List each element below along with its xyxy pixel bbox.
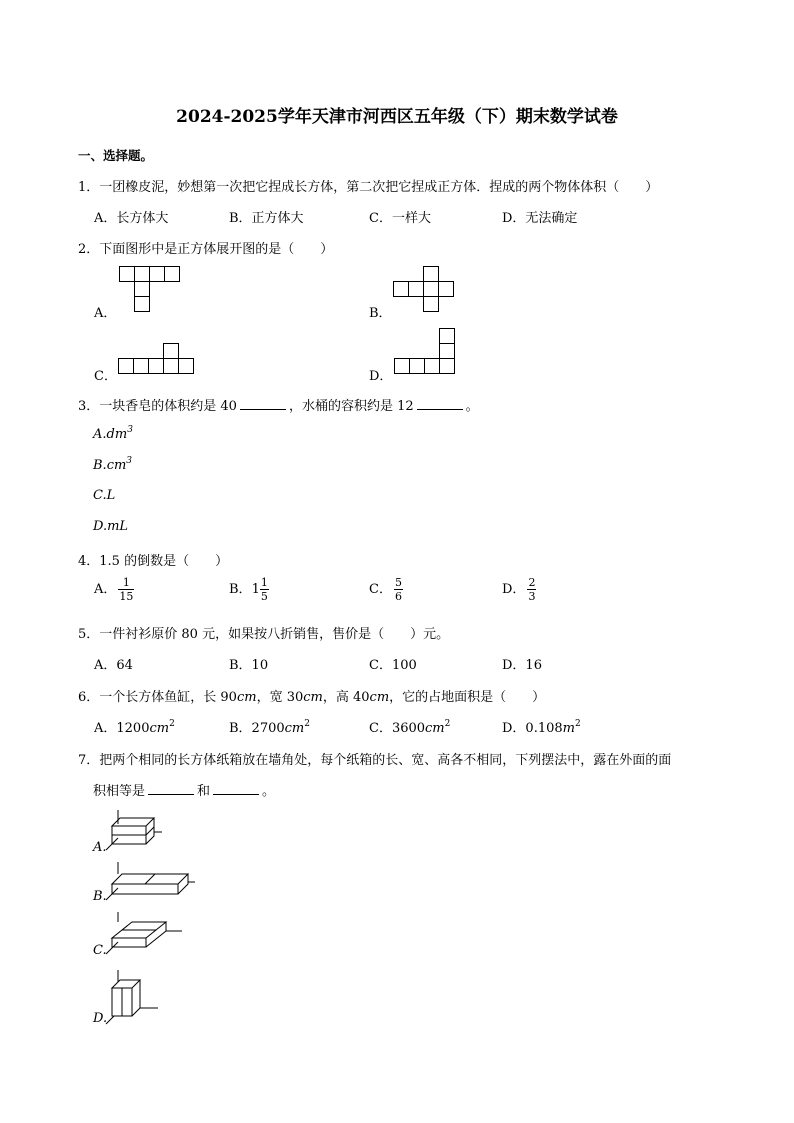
q2-option-c[interactable]: C． [94, 369, 117, 384]
q1-option-a[interactable]: A．长方体大 [94, 211, 169, 226]
q6-option-b[interactable] [229, 717, 310, 736]
q2-net-a [119, 266, 181, 314]
question-3 [78, 395, 479, 414]
q6-text-2: ，宽 30 [256, 690, 304, 705]
q3-blank-1[interactable] [240, 397, 286, 410]
q7-figure-d [104, 970, 162, 1026]
q6-unit-2: cm [303, 690, 323, 705]
page-title: 2024-2025学年天津市河西区五年级（下）期末数学试卷 [176, 107, 618, 127]
q4-fraction-b [260, 576, 269, 603]
q7-figure-c [104, 912, 186, 956]
section-heading: 一、选择题。 [78, 148, 154, 163]
q7-option-c[interactable]: C. [93, 943, 107, 958]
q6-option-d[interactable] [502, 717, 581, 736]
q1-option-c[interactable]: C．一样大 [369, 211, 431, 226]
q3-option-c-letter: C. [93, 488, 107, 503]
q4-option-d[interactable] [502, 576, 536, 603]
question-7-line-2 [93, 780, 275, 799]
q2-net-c [118, 343, 196, 376]
question-4: 4．1.5 的倒数是（ ） [78, 554, 229, 569]
q7-option-d[interactable]: D. [93, 1011, 108, 1026]
q6-option-c-sup: 2 [444, 719, 451, 729]
q7-text-b: 和 [197, 784, 211, 799]
q5-option-b[interactable]: B．10 [229, 658, 269, 673]
q4-a-denominator: 15 [119, 590, 134, 603]
q4-option-c-label: C． [369, 582, 392, 597]
q4-option-a-label: A． [94, 582, 117, 597]
q6-text-4: ，它的占地面积是（ ） [389, 690, 546, 705]
q2-net-b [393, 266, 455, 314]
q7-text-a: 积相等是 [93, 784, 146, 799]
q6-unit-1: cm [236, 690, 257, 705]
q7-option-a[interactable]: A. [93, 840, 107, 855]
q6-option-b-sup: 2 [304, 719, 310, 729]
q4-option-c[interactable] [369, 576, 403, 603]
q3-option-b-letter: B. [93, 458, 107, 473]
q7-figure-a [104, 810, 164, 852]
q3-option-a-unit: dm [106, 427, 128, 442]
q6-option-c-unit: cm [425, 721, 445, 736]
q3-suffix: 。 [465, 399, 479, 414]
question-1: 1．一团橡皮泥，妙想第一次把它捏成长方体，第二次把它捏成正方体．捏成的两个物体体积（ ） [78, 180, 659, 195]
q5-option-a[interactable]: A．64 [94, 658, 133, 673]
q3-option-b-unit: cm [106, 458, 127, 473]
q6-option-a-sup: 2 [169, 719, 175, 729]
q4-c-denominator: 6 [394, 590, 402, 603]
q3-middle: ，水桶的容积约是 12 [288, 399, 414, 414]
question-6 [78, 686, 545, 705]
q6-option-a-value: A．1200 [94, 721, 150, 736]
q6-unit-3: cm [369, 690, 390, 705]
q6-text-3: ，高 40 [322, 690, 370, 705]
q3-option-d-letter: D. [93, 519, 108, 534]
q4-option-d-label: D． [502, 582, 526, 597]
q6-option-a[interactable] [94, 717, 175, 736]
q6-text-1: 6．一个长方体鱼缸，长 90 [78, 690, 237, 705]
q4-option-a[interactable] [94, 576, 134, 603]
q2-net-d [394, 328, 458, 376]
q5-option-c[interactable]: C．100 [369, 658, 417, 673]
q7-text-c: 。 [262, 784, 276, 799]
q6-option-c[interactable] [369, 717, 450, 736]
q6-option-d-unit: m [562, 721, 575, 736]
q6-option-d-sup: 2 [574, 719, 581, 729]
q7-figure-b [104, 862, 196, 902]
q3-blank-2[interactable] [417, 397, 463, 410]
q4-b-numerator: 1 [260, 576, 268, 589]
q1-option-d[interactable]: D．无法确定 [502, 211, 578, 226]
q4-fraction-c [394, 576, 403, 603]
q3-option-b[interactable] [93, 458, 132, 473]
q7-option-b[interactable]: B. [93, 889, 107, 904]
q6-option-b-unit: cm [284, 721, 305, 736]
q3-option-a-sup: 3 [127, 425, 133, 435]
q4-b-whole: 1 [251, 582, 260, 597]
q4-b-denominator: 5 [260, 590, 268, 603]
q7-blank-2[interactable] [213, 782, 259, 795]
q3-option-a-letter: A. [93, 427, 107, 442]
q3-option-b-sup: 3 [126, 456, 133, 466]
q3-option-d-unit: mL [107, 519, 129, 534]
question-7: 7．把两个相同的长方体纸箱放在墙角处，每个纸箱的长、宽、高各不相同，下列摆法中，露在外面的面 [78, 753, 672, 768]
q7-blank-1[interactable] [148, 782, 194, 795]
q4-a-numerator: 1 [118, 576, 134, 590]
q5-option-d[interactable]: D．16 [502, 658, 542, 673]
q2-option-d[interactable]: D． [369, 369, 393, 384]
q4-d-denominator: 3 [528, 590, 536, 603]
q4-fraction-d [527, 576, 536, 603]
q6-option-c-value: C．3600 [369, 721, 426, 736]
q3-option-c-unit: L [106, 488, 116, 503]
q4-c-numerator: 5 [394, 576, 402, 589]
q4-fraction-a [118, 576, 134, 603]
q3-option-a[interactable] [93, 427, 133, 442]
q2-option-a[interactable]: A． [94, 306, 117, 321]
q2-option-b[interactable]: B． [369, 306, 392, 321]
question-2: 2．下面图形中是正方体展开图的是（ ） [78, 242, 334, 257]
q4-option-b-label: B． [229, 582, 252, 597]
q6-option-b-value: B．2700 [229, 721, 285, 736]
q3-prefix: 3．一块香皂的体积约是 40 [78, 399, 237, 414]
q4-d-numerator: 2 [528, 576, 536, 589]
q6-option-a-unit: cm [149, 721, 170, 736]
q3-option-d[interactable] [93, 519, 128, 534]
q4-option-b[interactable] [229, 576, 269, 603]
q3-option-c[interactable] [93, 488, 115, 503]
question-5: 5．一件衬衫原价 80 元，如果按八折销售，售价是（ ）元。 [78, 627, 450, 642]
q6-option-d-value: D．0.108 [502, 721, 563, 736]
q1-option-b[interactable]: B．正方体大 [229, 211, 304, 226]
